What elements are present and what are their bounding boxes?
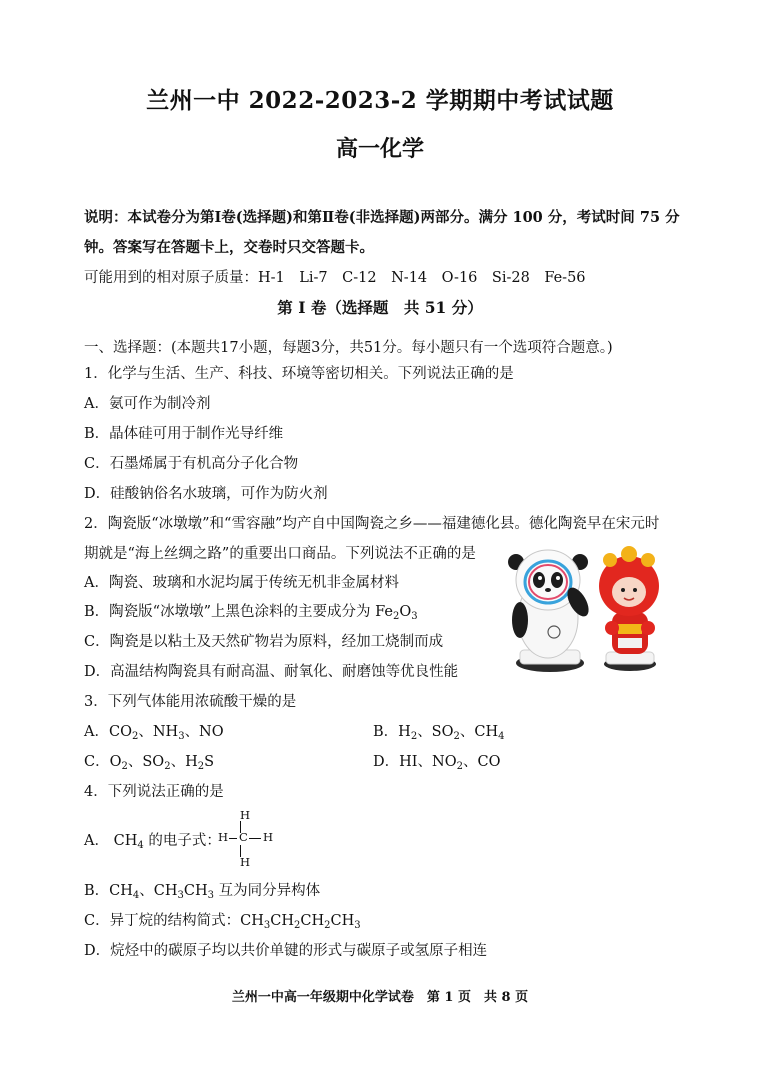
q4-option-c: C．异丁烷的结构简式：$CH_3CH_2CH_2CH_3$ [84,913,361,931]
q3-option-d: D．HI、$NO_2$、CO [373,754,501,772]
q1-option-b: B．晶体硅可用于制作光导纤维 [84,426,284,442]
q4-option-b: B．$CH_4$、$CH_3CH_3$ 互为同分异构体 [84,883,321,901]
q1-option-d: D．硅酸钠俗名水玻璃，可作为防火剂 [84,486,328,502]
q3-option-b: B．$H_2$、$SO_2$、$CH_4$ [373,724,505,742]
q2-stem-line-1: 2．陶瓷版“冰墩墩”和“雪容融”均产自中国陶瓷之乡——福建德化县。德化陶瓷早在宋元时 [84,516,660,532]
q2-option-c: C．陶瓷是以粘土及天然矿物岩为原料，经加工烧制而成 [84,634,444,650]
methane-structure: H H C H H [218,808,274,869]
q2-option-a: A．陶瓷、玻璃和水泥均属于传统无机非金属材料 [84,575,399,591]
bing-dwen-dwen-figure [508,550,593,672]
q4-option-d: D．烷烃中的碳原子均以共价单键的形式与碳原子或氢原子相连 [84,943,488,959]
q2-stem-line-2: 期就是“海上丝绸之路”的重要出口商品。下列说法不正确的是 [84,546,476,562]
q4-stem: 4．下列说法正确的是 [84,784,224,800]
q1-option-c: C．石墨烯属于有机高分子化合物 [84,456,299,472]
q3-option-a: A．$CO_2$、$NH_3$、NO [84,724,224,742]
q1-option-a: A．氨可作为制冷剂 [84,396,211,412]
q3-stem: 3．下列气体能用浓硫酸干燥的是 [84,694,297,710]
q2-option-b: B．陶瓷版“冰墩墩”上黑色涂料的主要成分为 $Fe_2O_3$ [84,604,418,622]
section-title: 第 I 卷（选择题 共 51 分） [277,298,483,317]
exam-title: 兰州一中 2022-2023-2 学期期中考试试题 [146,87,614,114]
part-intro: 一、选择题：(本题共17小题，每题3分，共51分。每小题只有一个选项符合题意。) [84,340,613,356]
page-footer: 兰州一中高一年级期中化学试卷 第 1 页 共 8 页 [231,990,529,1005]
atomic-masses: 可能用到的相对原子质量：H-1 Li-7 C-12 N-14 O-16 Si-28 Fe-56 [84,270,586,286]
q1-stem: 1．化学与生活、生产、科技、环境等密切相关。下列说法正确的是 [84,366,514,382]
instructions-line-1: 说明：本试卷分为第Ⅰ卷(选择题)和第Ⅱ卷(非选择题)两部分。满分 100 分，考试时间 75 分 [84,209,680,226]
mascots-image [500,540,670,675]
q2-option-d: D．高温结构陶瓷具有耐高温、耐氧化、耐磨蚀等优良性能 [84,664,459,680]
exam-subject: 高一化学 [335,136,424,162]
instructions-line-2: 钟。答案写在答题卡上，交卷时只交答题卡。 [84,239,374,256]
q4-option-a: A． $CH_4$ 的电子式： [84,833,221,851]
q3-option-c: C．$O_2$、$SO_2$、$H_2S$ [84,754,215,772]
shuey-rhon-rhon-figure [599,546,659,671]
